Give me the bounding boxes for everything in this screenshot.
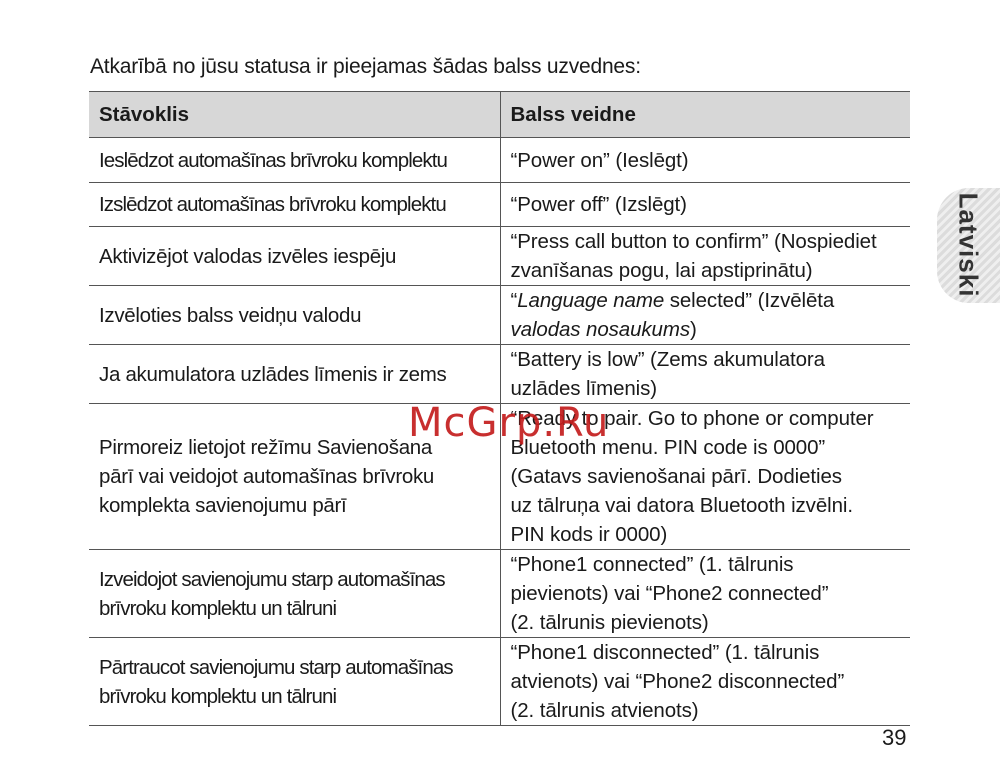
table-header-row — [89, 92, 910, 138]
state-line: komplekta savienojumu pārī — [99, 494, 347, 517]
table-row — [89, 638, 910, 726]
intro-text: Atkarībā no jūsu statusa ir pieejamas šādas balss uzvednes: — [90, 55, 641, 78]
state-cell — [89, 138, 500, 183]
state-cell — [89, 286, 500, 345]
prompt-cell — [500, 183, 910, 227]
table-row — [89, 183, 910, 227]
prompt-line: (2. tālrunis atvienots) — [510, 699, 699, 722]
prompt-line: “Ready to pair. Go to phone or computer — [510, 407, 874, 430]
prompt-cell — [500, 138, 910, 183]
header-state: Stāvoklis — [89, 92, 500, 138]
quote-open: “ — [510, 289, 518, 312]
prompt-line: uzlādes līmenis) — [510, 377, 658, 400]
prompt-cell — [500, 550, 910, 638]
state-line: pārī vai veidojot automašīnas brīvroku — [99, 465, 434, 488]
prompt-line: (2. tālrunis pievienots) — [510, 611, 709, 634]
table-row — [89, 286, 910, 345]
state-line: Izveidojot savienojumu starp automašīnas — [99, 567, 445, 591]
state-text: Izvēloties balss veidņu valodu — [99, 303, 362, 327]
language-name-translation: valodas nosaukums — [510, 318, 690, 341]
state-cell — [89, 638, 500, 726]
prompt-fragment: selected” (Izvēlēta — [664, 289, 835, 312]
prompt-line: zvanīšanas pogu, lai apstiprinātu) — [510, 259, 813, 282]
prompt-cell — [500, 227, 910, 286]
table-row — [89, 227, 910, 286]
prompt-line — [511, 286, 901, 315]
state-text: Izslēdzot automašīnas brīvroku komplektu — [99, 193, 446, 216]
state-line: Pārtraucot savienojumu starp automašīnas — [99, 655, 453, 679]
state-line: brīvroku komplektu un tālruni — [99, 684, 337, 708]
state-line: brīvroku komplektu un tālruni — [99, 596, 337, 620]
prompt-line: atvienots) vai “Phone2 disconnected” — [510, 670, 845, 693]
state-cell — [89, 550, 500, 638]
state-line: Pirmoreiz lietojot režīmu Savienošana — [99, 436, 432, 459]
table-row — [89, 138, 910, 183]
prompt-line: PIN kods ir 0000) — [510, 523, 668, 546]
prompt-line: pievienots) vai “Phone2 connected” — [510, 582, 829, 605]
prompt-line: Bluetooth menu. PIN code is 0000” — [510, 436, 826, 459]
prompt-line: uz tālruņa vai datora Bluetooth izvēlni. — [510, 494, 853, 517]
prompt-line: “Phone1 connected” (1. tālrunis — [510, 553, 794, 576]
state-cell — [89, 345, 500, 404]
prompt-line: “Press call button to confirm” (Nospiediet — [510, 230, 877, 253]
language-name-placeholder: Language name — [517, 289, 665, 312]
state-cell — [89, 227, 500, 286]
prompt-text: “Power off” (Izslēgt) — [510, 193, 687, 216]
watermark: McGrp.Ru — [408, 400, 610, 446]
language-side-label: Latviski — [953, 192, 984, 298]
table-row — [89, 345, 910, 404]
prompt-line: “Phone1 disconnected” (1. tālrunis — [510, 641, 820, 664]
state-text: Aktivizējot valodas izvēles iespēju — [99, 244, 397, 268]
prompt-line: (Gatavs savienošanai pārī. Dodieties — [510, 465, 842, 488]
table-row — [89, 550, 910, 638]
state-cell — [89, 183, 500, 227]
prompt-text: “Power on” (Ieslēgt) — [510, 148, 689, 172]
prompt-cell — [500, 345, 910, 404]
page-number: 39 — [882, 725, 907, 750]
prompt-line: “Battery is low” (Zems akumulatora — [510, 348, 825, 371]
prompt-line — [511, 315, 901, 344]
prompt-fragment: ) — [690, 318, 697, 341]
prompt-cell — [500, 286, 910, 345]
state-text: Ieslēdzot automašīnas brīvroku komplektu — [99, 148, 447, 172]
state-text: Ja akumulatora uzlādes līmenis ir zems — [99, 362, 447, 386]
prompt-cell — [500, 638, 910, 726]
header-voice-prompt: Balss veidne — [500, 92, 910, 138]
